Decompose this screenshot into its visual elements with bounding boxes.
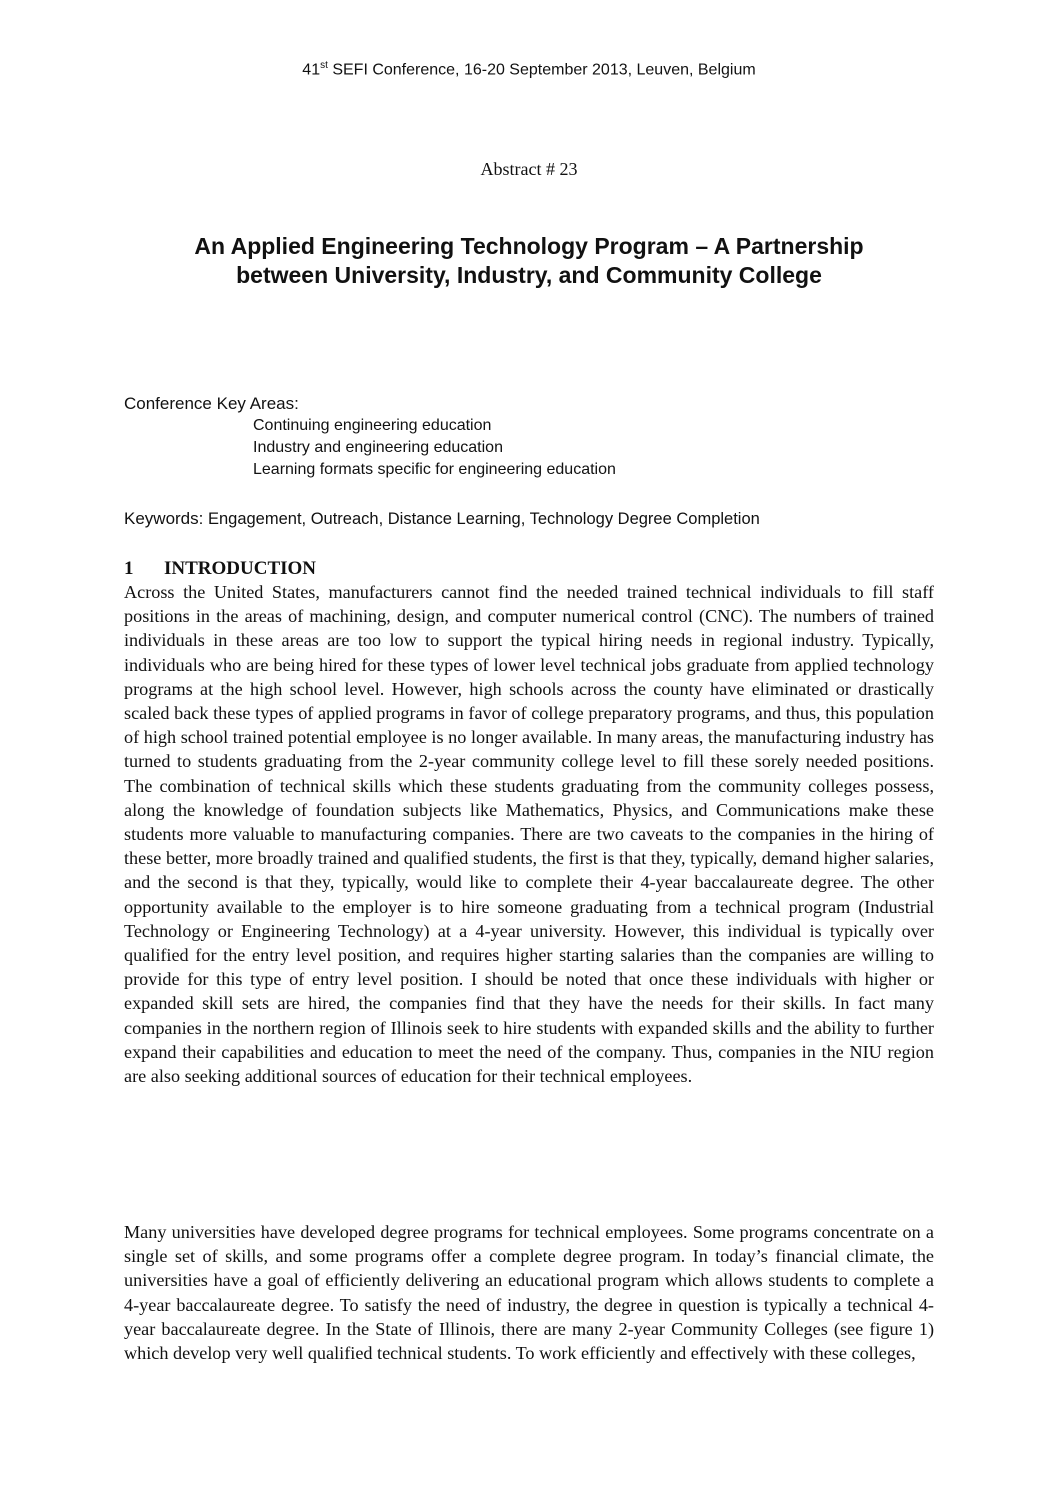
keywords-text: Engagement, Outreach, Distance Learning, Technology Degree Completion (203, 510, 760, 528)
key-areas-label: Conference Key Areas: (124, 394, 299, 413)
keywords (124, 509, 760, 529)
conference-header-text: SEFI Conference, 16-20 September 2013, Leuven, Belgium (327, 61, 756, 79)
key-area-item: Learning formats specific for engineering education (253, 461, 616, 478)
section-heading (124, 558, 316, 580)
paper-title-line-2: between University, Industry, and Community College (236, 262, 822, 288)
body-paragraph: Across the United States, manufacturers cannot find the needed trained technical individuals to fill staff positions in the areas of machining, design, and computer numerical control (CNC). The numbers of trained individuals in these areas are too low to support the typical hiring needs in regional industry. Typically, individuals who are being hired for these types of lower level technical jobs graduate from applied technology programs at the high school level. However, high schools across the county have eliminated or drastically scaled back these types of applied programs in favor of college preparatory programs, and thus, this population of high school trained potential employee is no longer available. In many areas, the manufacturing industry has turned to students graduating from the 2-year community college level to fill these sorely needed positions. The combination of technical skills which these students graduating from the community colleges possess, along the knowledge of foundation subjects like Mathematics, Physics, and Communications make these students more valuable to manufacturing companies. There are two caveats to the companies in the hiring of these better, more broadly trained and qualified students, the first is that they, typically, demand higher salaries, and the second is that they, typically, would like to complete their 4-year baccalaureate degree. The other opportunity available to the employer is to hire someone graduating from a technical program (Industrial Technology or Engineering Technology) at a 4-year university. However, this individual is typically over qualified for the entry level position, and requires higher starting salaries than the companies are willing to provide for this type of entry level position. I should be noted that once these individuals with higher or expanded skill sets are hired, the companies find that they have the needs for their skills. In fact many companies in the northern region of Illinois seek to hire students with expanded skills and the ability to further expand their capabilities and education to meet the need of the company. Thus, companies in the NIU region are also seeking additional sources of education for their technical employees. (124, 582, 934, 1087)
key-areas-list (124, 415, 616, 481)
body-paragraph: Many universities have developed degree programs for technical employees. Some programs concentrate on a single set of skills, and some programs offer a complete degree program. In today’s financial climate, the universities have a goal of efficiently delivering an educational program which allows students to complete a 4-year baccalaureate degree. To satisfy the need of industry, the degree in question is typically a technical 4-year baccalaureate degree. In the State of Illinois, there are many 2-year Community Colleges (see figure 1) which develop very well qualified technical students. To work efficiently and effectively with these colleges, (124, 1222, 934, 1364)
section-number: 1 (124, 558, 134, 579)
key-area-item: Industry and engineering education (253, 439, 503, 456)
paper-title-line-1: An Applied Engineering Technology Program – A Partnership (194, 233, 864, 259)
conference-key-areas (124, 392, 616, 481)
conference-ordinal-suffix: st (320, 60, 328, 71)
paper-title (0, 232, 1058, 290)
conference-header (0, 60, 1058, 79)
section-title: INTRODUCTION (164, 558, 317, 579)
conference-ordinal: 41 (302, 61, 321, 79)
key-area-item: Continuing engineering education (253, 417, 492, 434)
abstract-number: Abstract # 23 (480, 159, 578, 179)
keywords-label: Keywords: (124, 509, 204, 528)
